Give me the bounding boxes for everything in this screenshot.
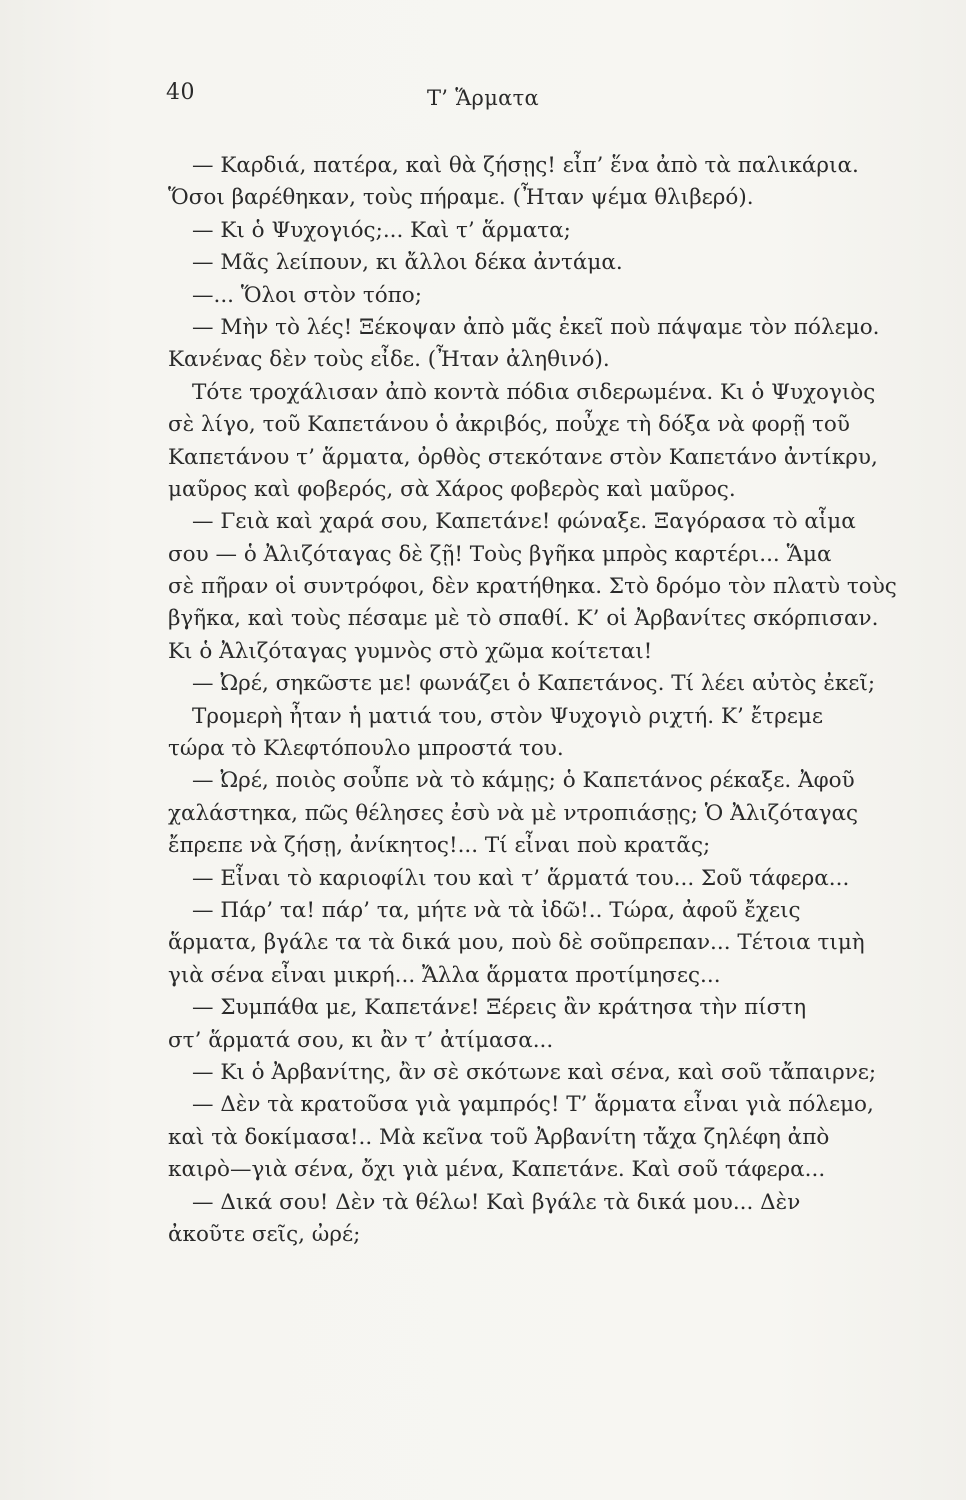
text-line: — Μᾶς λείπουν, κι ἄλλοι δέκα ἀντάμα.	[192, 250, 623, 276]
text-line: σὲ λίγο, τοῦ Καπετάνου ὁ ἀκριβός, ποὖχε τὴ δόξα νὰ φορῇ τοῦ	[168, 412, 850, 438]
text-line: — Ὠρέ, ποιὸς σοὖπε νὰ τὸ κάμῃς; ὁ Καπετάνος ρέκαξε. Ἀφοῦ	[192, 768, 855, 794]
page-number: 40	[166, 80, 195, 105]
text-line: Κανένας δὲν τοὺς εἶδε. (Ἦταν ἀληθινό).	[168, 347, 610, 373]
text-line: χαλάστηκα, πῶς θέλησες ἐσὺ νὰ μὲ ντροπιάσῃς; Ὁ Ἀλιζόταγας	[168, 800, 859, 826]
text-line: —... Ὅλοι στὸν τόπο;	[192, 282, 422, 308]
text-line: καὶ τὰ δοκίμασα!.. Μὰ κεῖνα τοῦ Ἀρβανίτη τἄχα ζηλέφη ἀπὸ	[168, 1124, 830, 1150]
text-line: καιρὸ—γιὰ σένα, ὄχι γιὰ μένα, Καπετάνε. Καὶ σοῦ τάφερα...	[168, 1157, 826, 1183]
text-line: — Εἶναι τὸ καριοφίλι του καὶ τ’ ἅρματά του... Σοῦ τάφερα...	[192, 865, 850, 891]
text-line: Τρομερὴ ἦταν ἡ ματιά του, στὸν Ψυχογιὸ ριχτή. Κ’ ἔτρεμε	[192, 703, 824, 729]
text-line: — Πάρ’ τα! πάρ’ τα, μήτε νὰ τὰ ἰδῶ!.. Τώρα, ἀφοῦ ἔχεις	[192, 897, 801, 923]
text-line: — Μὴν τὸ λές! Ξέκοψαν ἀπὸ μᾶς ἐκεῖ ποὺ πάψαμε τὸν πόλεμο.	[192, 314, 880, 340]
text-line: — Καρδιά, πατέρα, καὶ θὰ ζήσῃς! εἶπ’ ἕνα ἀπὸ τὰ παλικάρια.	[192, 153, 859, 178]
text-line: — Γειὰ καὶ χαρά σου, Καπετάνε! φώναξε. Ξαγόρασα τὸ αἷμα	[192, 509, 856, 535]
text-line: στ’ ἅρματά σου, κι ἂν τ’ ἀτίμασα...	[168, 1027, 554, 1053]
text-line: σου — ὁ Ἀλιζόταγας δὲ ζῇ! Τοὺς βγῆκα μπρὸς καρτέρι... Ἅμα	[168, 541, 832, 567]
text-line: Κι ὁ Ἀλιζόταγας γυμνὸς στὸ χῶμα κοίτεται!	[168, 638, 653, 664]
text-line: — Δὲν τὰ κρατοῦσα γιὰ γαμπρός! Τ’ ἅρματα εἶναι γιὰ πόλεμο,	[192, 1092, 874, 1118]
body-text	[168, 150, 920, 1251]
text-line: — Συμπάθα με, Καπετάνε! Ξέρεις ἂν κράτησα τὴν πίστη	[192, 995, 807, 1021]
text-line: ἅρματα, βγάλε τα τὰ δικά μου, ποὺ δὲ σοῦπρεπαν... Τέτοια τιμὴ	[168, 930, 865, 956]
text-line: βγῆκα, καὶ τοὺς πέσαμε μὲ τὸ σπαθί. Κ’ οἱ Ἀρβανίτες σκόρπισαν.	[168, 606, 879, 632]
text-line: μαῦρος καὶ φοβερός, σὰ Χάρος φοβερὸς καὶ μαῦρος.	[168, 476, 736, 502]
text-line: — Δικά σου! Δὲν τὰ θέλω! Καὶ βγάλε τὰ δικά μου... Δὲν	[192, 1189, 801, 1215]
text-line: γιὰ σένα εἶναι μικρή... Ἄλλα ἅρματα προτίμησες...	[168, 962, 721, 988]
text-line: ἀκοῦτε σεῖς, ὠρέ;	[168, 1221, 361, 1247]
text-line: Τότε τροχάλισαν ἀπὸ κοντὰ πόδια σιδερωμένα. Κι ὁ Ψυχογιὸς	[192, 379, 876, 405]
text-line: Ὅσοι βαρέθηκαν, τοὺς πήραμε. (Ἦταν ψέμα θλιβερό).	[168, 185, 754, 211]
text-line: σὲ πῆραν οἱ συντρόφοι, δὲν κρατήθηκα. Στὸ δρόμο τὸν πλατὺ τοὺς	[168, 574, 897, 600]
text-line: — Κι ὁ Ψυχογιός;... Καὶ τ’ ἅρματα;	[192, 217, 571, 243]
text-line: — Κι ὁ Ἀρβανίτης, ἂν σὲ σκότωνε καὶ σένα, καὶ σοῦ τἄπαιρνε;	[192, 1059, 877, 1085]
text-line: τώρα τὸ Κλεφτόπουλο μπροστά του.	[168, 736, 564, 762]
text-line: Καπετάνου τ’ ἅρματα, ὀρθὸς στεκότανε στὸν Καπετάνο ἀντίκρυ,	[168, 444, 878, 470]
running-head: Τ’ Ἅρματα	[426, 86, 540, 110]
text-line: — Ὠρέ, σηκῶστε με! φωνάζει ὁ Καπετάνος. Τί λέει αὐτὸς ἐκεῖ;	[192, 671, 876, 697]
text-line: ἔπρεπε νὰ ζήσῃ, ἀνίκητος!... Τί εἶναι ποὺ κρατᾶς;	[168, 833, 711, 859]
